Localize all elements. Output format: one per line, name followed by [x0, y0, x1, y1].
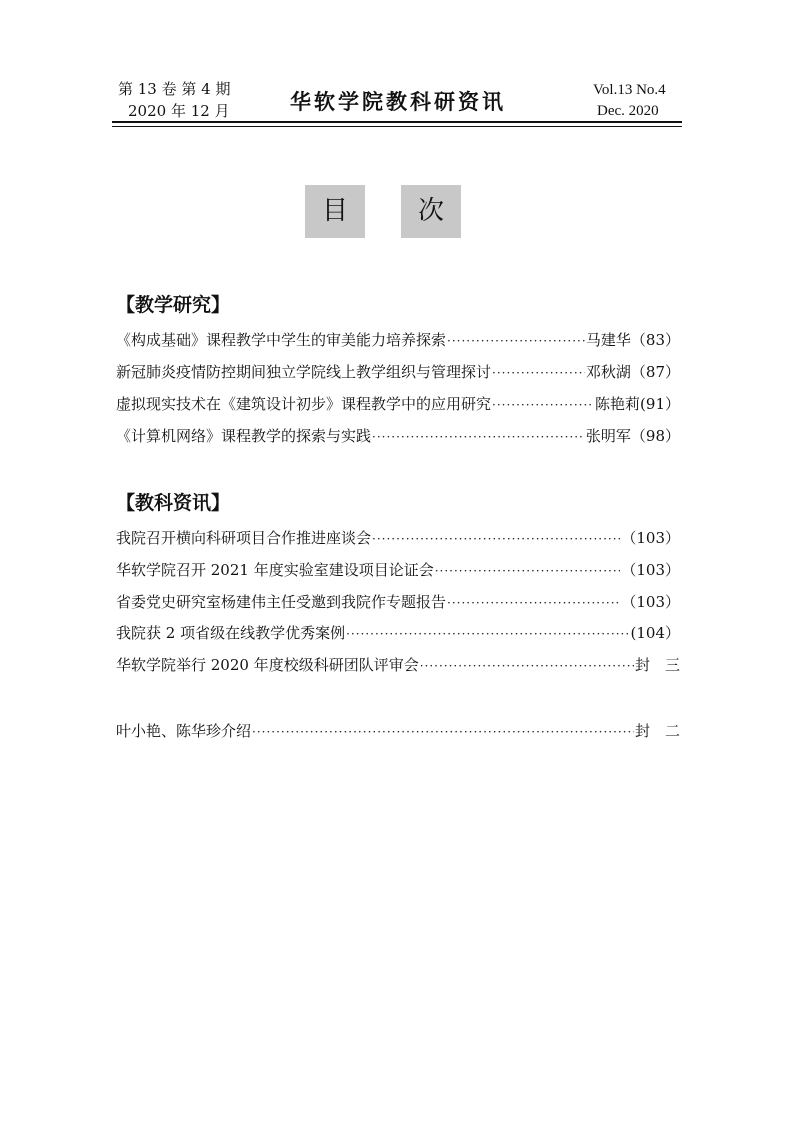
entry-title: 虚拟现实技术在《建筑设计初步》课程教学中的应用研究 — [116, 395, 492, 413]
date-cn: 2020 年 12 月 — [128, 102, 230, 120]
header-volume-info-en — [593, 80, 666, 122]
dot-leader — [447, 592, 620, 614]
entry-title: 我院获 2 项省级在线教学优秀案例 — [116, 624, 346, 642]
entry-author: 张明军 — [585, 427, 631, 445]
toc-entry[interactable] — [116, 527, 680, 549]
toc-entry[interactable] — [116, 329, 680, 351]
date-en: Dec. 2020 — [597, 103, 659, 119]
dot-leader — [372, 528, 620, 550]
toc-heading-char-2: 次 — [401, 185, 461, 238]
entry-page: （98） — [630, 427, 680, 445]
entry-page: （103） — [621, 593, 680, 611]
journal-title: 华软学院教科研资讯 — [290, 89, 506, 114]
section-heading-research-news: 【教科资讯】 — [116, 492, 231, 514]
dot-leader — [492, 362, 585, 384]
entry-author: 邓秋湖 — [585, 363, 631, 381]
dot-leader — [346, 623, 629, 645]
entry-author: 马建华 — [585, 331, 631, 349]
entry-page: 封 三 — [634, 656, 680, 674]
toc-entry[interactable] — [116, 559, 680, 581]
entry-title: 《构成基础》课程教学中学生的审美能力培养探索 — [116, 331, 447, 349]
toc-entry[interactable] — [116, 654, 680, 676]
entry-title: 华软学院召开 2021 年度实验室建设项目论证会 — [116, 561, 434, 579]
header-volume-info — [118, 78, 230, 122]
entry-title: 省委党史研究室杨建伟主任受邀到我院作专题报告 — [116, 593, 447, 611]
entry-title: 新冠肺炎疫情防控期间独立学院线上教学组织与管理探讨 — [116, 363, 492, 381]
toc-entry[interactable] — [116, 720, 680, 742]
volume-issue-en: Vol.13 No.4 — [593, 82, 666, 98]
entry-page: （83） — [630, 331, 680, 349]
entry-title: 华软学院举行 2020 年度校级科研团队评审会 — [116, 656, 419, 674]
toc-entry[interactable] — [116, 425, 680, 447]
toc-entry[interactable] — [116, 393, 680, 415]
entry-page: (91） — [640, 395, 680, 413]
toc-entry[interactable] — [116, 591, 680, 613]
entry-title: 我院召开横向科研项目合作推进座谈会 — [116, 529, 372, 547]
volume-issue-cn: 第 13 卷 第 4 期 — [118, 80, 231, 98]
entry-author: 陈艳莉 — [595, 395, 641, 413]
dot-leader — [435, 560, 621, 582]
dot-leader — [492, 394, 594, 416]
dot-leader — [447, 330, 585, 352]
section-heading-teaching-research: 【教学研究】 — [116, 294, 231, 316]
dot-leader — [252, 721, 634, 743]
dot-leader — [420, 655, 634, 677]
toc-entry[interactable] — [116, 622, 680, 644]
entry-page: 封 二 — [634, 722, 680, 740]
header-rule-thin — [112, 126, 682, 127]
toc-entry[interactable] — [116, 361, 680, 383]
entry-title: 叶小艳、陈华珍介绍 — [116, 722, 252, 740]
entry-page: （103） — [621, 561, 680, 579]
entry-page: (104） — [630, 624, 680, 642]
entry-page: （103） — [621, 529, 680, 547]
entry-title: 《计算机网络》课程教学的探索与实践 — [116, 427, 372, 445]
entry-page: （87） — [630, 363, 680, 381]
header-rule-thick — [112, 121, 682, 123]
toc-heading-char-1: 目 — [305, 185, 365, 238]
dot-leader — [372, 426, 585, 448]
